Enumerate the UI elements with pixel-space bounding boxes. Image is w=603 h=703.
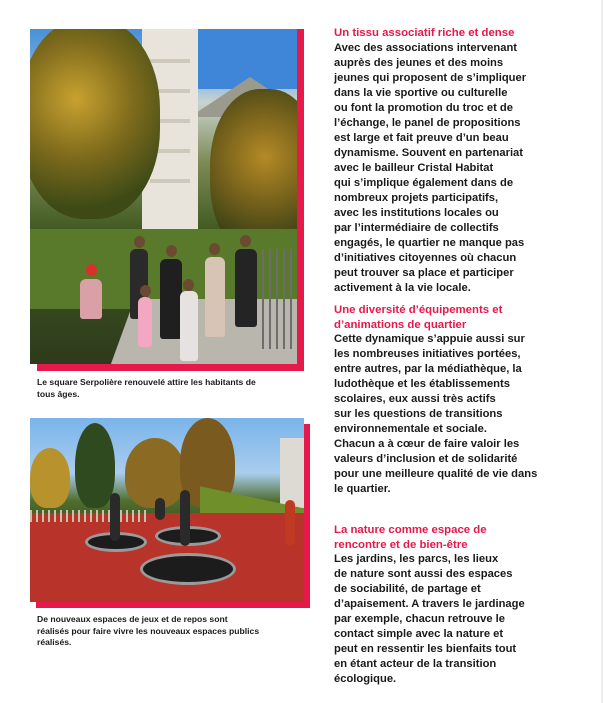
caption-line: De nouveaux espaces de jeux et de repos sont	[37, 614, 228, 624]
section-title: Une diversité d’équipements et d’animations de quartier	[334, 304, 503, 331]
caption-line: tous âges.	[37, 388, 80, 399]
photo1-caption	[37, 377, 256, 400]
photo1-accent-bar	[297, 29, 304, 371]
section-title: La nature comme espace de rencontre et de bien-être	[334, 524, 487, 551]
caption-line: Le square Serpolière renouvelé attire les habitants de	[37, 377, 256, 387]
caption-line: réalisés.	[37, 637, 72, 647]
section-body: Cette dynamique s’appuie aussi sur les nombreuses initiatives portées, entre autres, par la médiathèque, la ludothèque et les établissements scolaires, eux aussi très actifs sur les questions de transitions environnementale et sociale. Chacun a à cœur de faire valoir les valeurs d’inclusion et de solidarité pour une meilleure qualité de vie dans le quartier.	[334, 333, 538, 496]
section-body: Avec des associations intervenant auprès des jeunes et des moins jeunes qui proposent de s’impliquer dans la vie sportive ou culturelle ou font la promotion du troc et de l’échange, le panel de propositions est large et fait preuve d’un beau dynamisme. Souvent en partenariat avec le bailleur Cristal Habitat qui s’implique également dans de nombreux projets participatifs, avec les institutions locales ou par l’intermédiaire de collectifs engagés, le quartier ne manque pas d’initiatives citoyennes où chacun peut trouver sa place et participer activement à la vie locale.	[334, 41, 527, 294]
section-nature	[334, 523, 579, 687]
photo-playground	[30, 418, 304, 602]
photo2-accent-bar	[304, 424, 310, 608]
section-equipements	[334, 303, 579, 497]
photo2-accent-bar-bottom	[36, 602, 310, 608]
section-associatif	[334, 26, 579, 296]
photo-square-serpoliere	[30, 29, 297, 364]
caption-line: réalisés pour faire vivre les nouveaux espaces publics	[37, 625, 260, 636]
photo2-caption	[37, 614, 259, 649]
section-body: Les jardins, les parcs, les lieux de nature sont aussi des espaces de sociabilité, de partage et d’apaisement. A travers le jardinage par exemple, chacun retrouve le contact simple avec la nature et peut en ressentir les bienfaits tout en étant acteur de la transition écologique.	[334, 553, 525, 686]
photo1-accent-bar-bottom	[37, 364, 304, 371]
section-title: Un tissu associatif riche et dense	[334, 27, 515, 39]
